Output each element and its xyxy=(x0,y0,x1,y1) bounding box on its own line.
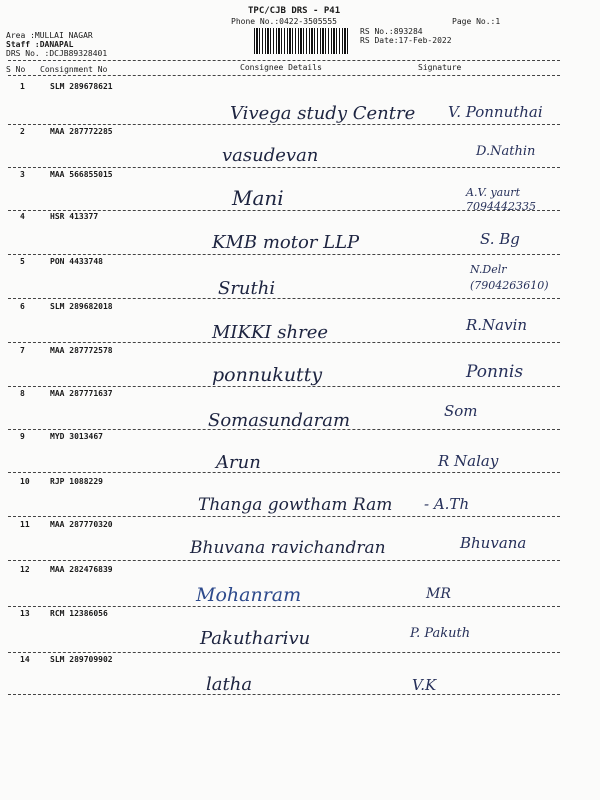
header-rule-bottom xyxy=(8,75,560,76)
rs-date: RS Date:17-Feb-2022 xyxy=(360,36,452,45)
row-rule xyxy=(8,210,560,211)
row-consignment: SLM 289709902 xyxy=(50,655,113,664)
row-sno: 4 xyxy=(20,212,25,221)
row-rule xyxy=(8,124,560,125)
drs-number: DRS No. :DCJB89328401 xyxy=(6,49,108,58)
row-rule xyxy=(8,516,560,517)
row-consignment: SLM 289678621 xyxy=(50,82,113,91)
row-rule xyxy=(8,298,560,299)
consignee-handwriting: Bhuvana ravichandran xyxy=(190,538,386,558)
column-consignee: Consignee Details xyxy=(240,63,322,72)
signature-handwriting: D.Nathin xyxy=(476,144,536,159)
row-consignment: MAA 287770320 xyxy=(50,520,113,529)
signature-handwriting: R.Navin xyxy=(466,316,528,334)
row-consignment: MAA 282476839 xyxy=(50,565,113,574)
signature-handwriting: S. Bg xyxy=(480,230,520,248)
row-sno: 2 xyxy=(20,127,25,136)
signature-handwriting: P. Pakuth xyxy=(410,626,471,641)
consignee-handwriting: Sruthi xyxy=(218,278,276,299)
row-sno: 3 xyxy=(20,170,25,179)
row-sno: 6 xyxy=(20,302,25,311)
consignee-handwriting: Mani xyxy=(232,186,284,210)
consignee-handwriting: ponnukutty xyxy=(212,364,323,386)
row-rule xyxy=(8,560,560,561)
consignee-handwriting: Arun xyxy=(216,452,261,473)
row-rule xyxy=(8,254,560,255)
signature-handwriting: MR xyxy=(426,586,451,602)
page-number: Page No.:1 xyxy=(452,17,501,26)
row-consignment: MAA 566855015 xyxy=(50,170,113,179)
consignee-handwriting: Vivega study Centre xyxy=(230,103,416,124)
signature-handwriting: V. Ponnuthai xyxy=(448,103,543,121)
row-sno: 1 xyxy=(20,82,25,91)
row-sno: 10 xyxy=(20,477,30,486)
signature-handwriting: N.Delr (7904263610) xyxy=(470,263,549,292)
row-consignment: RCM 12386056 xyxy=(50,609,108,618)
row-sno: 11 xyxy=(20,520,30,529)
row-consignment: RJP 1088229 xyxy=(50,477,103,486)
row-rule xyxy=(8,429,560,430)
consignee-handwriting: Somasundaram xyxy=(208,410,351,431)
staff-label: Staff :DANAPAL xyxy=(6,40,74,49)
row-rule xyxy=(8,472,560,473)
row-rule xyxy=(8,167,560,168)
consignee-handwriting: Mohanram xyxy=(196,584,302,606)
rs-number: RS No.:893284 xyxy=(360,27,423,36)
signature-handwriting: - A.Th xyxy=(424,495,470,513)
consignee-handwriting: Pakutharivu xyxy=(200,628,311,649)
signature-handwriting: V.K xyxy=(412,676,437,694)
row-consignment: HSR 413377 xyxy=(50,212,99,221)
consignee-handwriting: MIKKI shree xyxy=(212,322,329,343)
row-sno: 12 xyxy=(20,565,30,574)
signature-handwriting: Bhuvana xyxy=(460,534,527,552)
row-rule xyxy=(8,652,560,653)
signature-handwriting: A.V. yaurt 7094442335 xyxy=(466,186,536,213)
header-rule-top xyxy=(8,60,560,61)
row-consignment: SLM 289682018 xyxy=(50,302,113,311)
row-sno: 8 xyxy=(20,389,25,398)
row-sno: 13 xyxy=(20,609,30,618)
row-sno: 5 xyxy=(20,257,25,266)
consignee-handwriting: Thanga gowtham Ram xyxy=(198,495,393,515)
consignee-handwriting: KMB motor LLP xyxy=(212,232,360,253)
row-consignment: MAA 287772578 xyxy=(50,346,113,355)
barcode-icon xyxy=(254,28,350,54)
column-sno: S No xyxy=(6,65,26,74)
phone-number: Phone No.:0422-3505555 xyxy=(231,17,337,26)
row-consignment: MAA 287772285 xyxy=(50,127,113,136)
row-rule xyxy=(8,386,560,387)
column-signature: Signature xyxy=(418,63,462,72)
row-consignment: MYD 3013467 xyxy=(50,432,103,441)
area-label: Area :MULLAI NAGAR xyxy=(6,31,93,40)
column-consignment: Consignment No xyxy=(40,65,108,74)
row-rule xyxy=(8,342,560,343)
row-rule xyxy=(8,606,560,607)
signature-handwriting: Som xyxy=(444,402,478,420)
row-consignment: MAA 287771637 xyxy=(50,389,113,398)
row-rule xyxy=(8,694,560,695)
document-title: TPC/CJB DRS - P41 xyxy=(248,6,341,16)
consignee-handwriting: vasudevan xyxy=(222,145,319,166)
consignee-handwriting: latha xyxy=(206,674,253,695)
row-sno: 14 xyxy=(20,655,30,664)
signature-handwriting: R Nalay xyxy=(438,452,499,470)
row-sno: 7 xyxy=(20,346,25,355)
row-sno: 9 xyxy=(20,432,25,441)
signature-handwriting: Ponnis xyxy=(466,362,524,382)
row-consignment: PON 4433748 xyxy=(50,257,103,266)
